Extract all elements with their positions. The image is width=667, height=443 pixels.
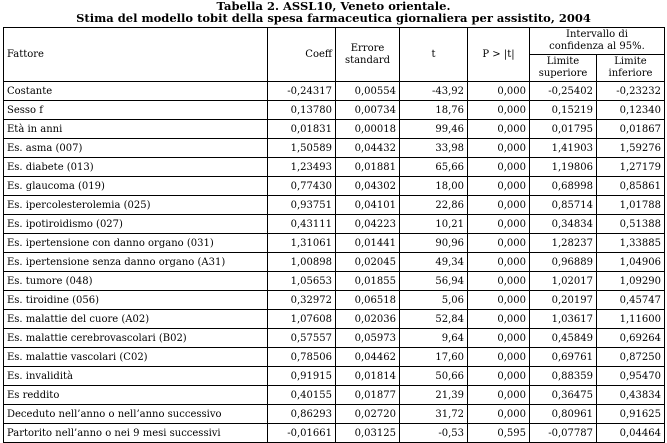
- cell-t: 56,94: [400, 272, 468, 291]
- cell-se: 0,00554: [336, 82, 400, 101]
- cell-coeff: 0,77430: [268, 177, 336, 196]
- cell-t: 50,66: [400, 367, 468, 386]
- cell-inf: 0,87250: [597, 348, 665, 367]
- cell-p: 0,000: [468, 120, 530, 139]
- cell-inf: 1,27179: [597, 158, 665, 177]
- table-row: [4, 215, 665, 234]
- cell-sup: 1,41903: [530, 139, 597, 158]
- cell-p: 0,000: [468, 101, 530, 120]
- cell-coeff: 0,93751: [268, 196, 336, 215]
- cell-p: 0,000: [468, 367, 530, 386]
- cell-coeff: 1,00898: [268, 253, 336, 272]
- cell-fattore: Es. diabete (013): [4, 158, 268, 177]
- cell-se: 0,05973: [336, 329, 400, 348]
- cell-t: 10,21: [400, 215, 468, 234]
- cell-p: 0,000: [468, 405, 530, 424]
- cell-sup: 0,36475: [530, 386, 597, 405]
- cell-fattore: Es. tiroidine (056): [4, 291, 268, 310]
- cell-fattore: Es. tumore (048): [4, 272, 268, 291]
- table-row: [4, 272, 665, 291]
- cell-se: 0,01881: [336, 158, 400, 177]
- cell-fattore: Sesso f: [4, 101, 268, 120]
- cell-inf: 1,59276: [597, 139, 665, 158]
- table-row: [4, 291, 665, 310]
- cell-se: 0,00734: [336, 101, 400, 120]
- header-errore-line2: standard: [344, 54, 391, 66]
- cell-se: 0,04101: [336, 196, 400, 215]
- cell-sup: -0,25402: [530, 82, 597, 101]
- header-sup-line2: superiore: [538, 68, 588, 79]
- cell-p: 0,000: [468, 158, 530, 177]
- cell-inf: 1,33885: [597, 234, 665, 253]
- cell-inf: -0,23232: [597, 82, 665, 101]
- header-ci-line2: confidenza al 95%.: [549, 41, 645, 52]
- tobit-table: [3, 27, 665, 443]
- cell-t: 65,66: [400, 158, 468, 177]
- table-title: [0, 0, 667, 24]
- table-row: [4, 386, 665, 405]
- cell-sup: 0,88359: [530, 367, 597, 386]
- cell-se: 0,02045: [336, 253, 400, 272]
- cell-se: 0,02720: [336, 405, 400, 424]
- cell-t: -0,53: [400, 424, 468, 443]
- table-row: [4, 101, 665, 120]
- header-confidence-interval: [530, 28, 665, 55]
- cell-fattore: Deceduto nell’anno o nell’anno successivo: [4, 405, 268, 424]
- cell-t: 18,00: [400, 177, 468, 196]
- header-p: P > |t|: [468, 28, 530, 82]
- cell-coeff: 0,13780: [268, 101, 336, 120]
- cell-inf: 1,01788: [597, 196, 665, 215]
- cell-p: 0,000: [468, 386, 530, 405]
- cell-sup: 1,19806: [530, 158, 597, 177]
- header-limite-inferiore: [597, 55, 665, 82]
- cell-sup: 0,85714: [530, 196, 597, 215]
- cell-fattore: Es. asma (007): [4, 139, 268, 158]
- cell-coeff: 0,32972: [268, 291, 336, 310]
- cell-se: 0,01877: [336, 386, 400, 405]
- cell-inf: 0,04464: [597, 424, 665, 443]
- table-row: [4, 234, 665, 253]
- cell-se: 0,06518: [336, 291, 400, 310]
- cell-se: 0,00018: [336, 120, 400, 139]
- cell-coeff: 0,43111: [268, 215, 336, 234]
- cell-t: 52,84: [400, 310, 468, 329]
- table-row: [4, 329, 665, 348]
- cell-fattore: Es. malattie cerebrovascolari (B02): [4, 329, 268, 348]
- cell-se: 0,04462: [336, 348, 400, 367]
- table-row: [4, 196, 665, 215]
- cell-coeff: 0,78506: [268, 348, 336, 367]
- cell-sup: 1,02017: [530, 272, 597, 291]
- cell-t: -43,92: [400, 82, 468, 101]
- cell-coeff: 0,40155: [268, 386, 336, 405]
- header-ci-line1: Intervallo di: [566, 29, 628, 40]
- table-row: [4, 82, 665, 101]
- cell-inf: 0,85861: [597, 177, 665, 196]
- cell-sup: 0,69761: [530, 348, 597, 367]
- cell-p: 0,000: [468, 272, 530, 291]
- cell-se: 0,03125: [336, 424, 400, 443]
- cell-se: 0,01855: [336, 272, 400, 291]
- cell-coeff: -0,01661: [268, 424, 336, 443]
- table-row: [4, 139, 665, 158]
- cell-fattore: Es. glaucoma (019): [4, 177, 268, 196]
- cell-sup: 0,45849: [530, 329, 597, 348]
- table-row: [4, 158, 665, 177]
- cell-inf: 0,69264: [597, 329, 665, 348]
- cell-inf: 0,51388: [597, 215, 665, 234]
- header-coeff: Coeff: [268, 28, 336, 82]
- cell-t: 5,06: [400, 291, 468, 310]
- cell-fattore: Es. invalidità: [4, 367, 268, 386]
- header-errore-line1: Errore: [350, 42, 385, 54]
- cell-fattore: Partorito nell’anno o nei 9 mesi successivi: [4, 424, 268, 443]
- cell-sup: 1,28237: [530, 234, 597, 253]
- cell-fattore: Costante: [4, 82, 268, 101]
- cell-inf: 1,11600: [597, 310, 665, 329]
- cell-sup: 0,80961: [530, 405, 597, 424]
- cell-fattore: Es. malattie vascolari (C02): [4, 348, 268, 367]
- header-limite-superiore: [530, 55, 597, 82]
- cell-fattore: Es reddito: [4, 386, 268, 405]
- cell-p: 0,000: [468, 310, 530, 329]
- cell-sup: 0,15219: [530, 101, 597, 120]
- table-row: [4, 424, 665, 443]
- cell-fattore: Es. malattie del cuore (A02): [4, 310, 268, 329]
- cell-coeff: 1,07608: [268, 310, 336, 329]
- cell-se: 0,01814: [336, 367, 400, 386]
- cell-fattore: Es. ipertensione senza danno organo (A31): [4, 253, 268, 272]
- cell-se: 0,04223: [336, 215, 400, 234]
- title-line-2: Stima del modello tobit della spesa farmaceutica giornaliera per assistito, 2004: [76, 11, 591, 25]
- cell-fattore: Età in anni: [4, 120, 268, 139]
- cell-inf: 1,04906: [597, 253, 665, 272]
- table-row: [4, 177, 665, 196]
- cell-coeff: 0,01831: [268, 120, 336, 139]
- cell-p: 0,000: [468, 348, 530, 367]
- cell-se: 0,04302: [336, 177, 400, 196]
- cell-t: 49,34: [400, 253, 468, 272]
- cell-coeff: 1,50589: [268, 139, 336, 158]
- cell-coeff: -0,24317: [268, 82, 336, 101]
- cell-t: 22,86: [400, 196, 468, 215]
- cell-inf: 0,91625: [597, 405, 665, 424]
- cell-sup: 0,01795: [530, 120, 597, 139]
- title-line-1: Tabella 2. ASSL10, Veneto orientale.: [216, 0, 451, 13]
- cell-p: 0,000: [468, 215, 530, 234]
- cell-fattore: Es. ipercolesterolemia (025): [4, 196, 268, 215]
- cell-p: 0,000: [468, 253, 530, 272]
- cell-inf: 0,01867: [597, 120, 665, 139]
- cell-coeff: 1,23493: [268, 158, 336, 177]
- cell-inf: 0,45747: [597, 291, 665, 310]
- cell-coeff: 0,91915: [268, 367, 336, 386]
- header-fattore: Fattore: [4, 28, 268, 82]
- cell-p: 0,595: [468, 424, 530, 443]
- cell-coeff: 0,86293: [268, 405, 336, 424]
- cell-sup: 0,68998: [530, 177, 597, 196]
- cell-se: 0,02036: [336, 310, 400, 329]
- cell-fattore: Es. ipertensione con danno organo (031): [4, 234, 268, 253]
- cell-t: 17,60: [400, 348, 468, 367]
- table-row: [4, 367, 665, 386]
- cell-p: 0,000: [468, 82, 530, 101]
- cell-t: 90,96: [400, 234, 468, 253]
- cell-t: 21,39: [400, 386, 468, 405]
- cell-sup: 0,96889: [530, 253, 597, 272]
- cell-sup: -0,07787: [530, 424, 597, 443]
- cell-fattore: Es. ipotiroidismo (027): [4, 215, 268, 234]
- cell-t: 33,98: [400, 139, 468, 158]
- cell-sup: 0,34834: [530, 215, 597, 234]
- cell-t: 99,46: [400, 120, 468, 139]
- cell-p: 0,000: [468, 139, 530, 158]
- cell-inf: 1,09290: [597, 272, 665, 291]
- cell-p: 0,000: [468, 291, 530, 310]
- cell-inf: 0,43834: [597, 386, 665, 405]
- table-row: [4, 120, 665, 139]
- table-row: [4, 310, 665, 329]
- table-row: [4, 253, 665, 272]
- cell-coeff: 1,31061: [268, 234, 336, 253]
- table-row: [4, 348, 665, 367]
- header-inf-line2: inferiore: [608, 68, 653, 79]
- cell-inf: 0,12340: [597, 101, 665, 120]
- cell-t: 18,76: [400, 101, 468, 120]
- header-errore-standard: [336, 28, 400, 82]
- cell-inf: 0,95470: [597, 367, 665, 386]
- table-row: [4, 405, 665, 424]
- header-t: t: [400, 28, 468, 82]
- cell-se: 0,04432: [336, 139, 400, 158]
- cell-p: 0,000: [468, 177, 530, 196]
- cell-sup: 0,20197: [530, 291, 597, 310]
- cell-t: 9,64: [400, 329, 468, 348]
- header-inf-line1: Limite: [614, 56, 647, 67]
- header-sup-line1: Limite: [546, 56, 580, 67]
- cell-se: 0,01441: [336, 234, 400, 253]
- cell-p: 0,000: [468, 234, 530, 253]
- cell-t: 31,72: [400, 405, 468, 424]
- cell-coeff: 1,05653: [268, 272, 336, 291]
- cell-sup: 1,03617: [530, 310, 597, 329]
- cell-p: 0,000: [468, 329, 530, 348]
- cell-p: 0,000: [468, 196, 530, 215]
- cell-coeff: 0,57557: [268, 329, 336, 348]
